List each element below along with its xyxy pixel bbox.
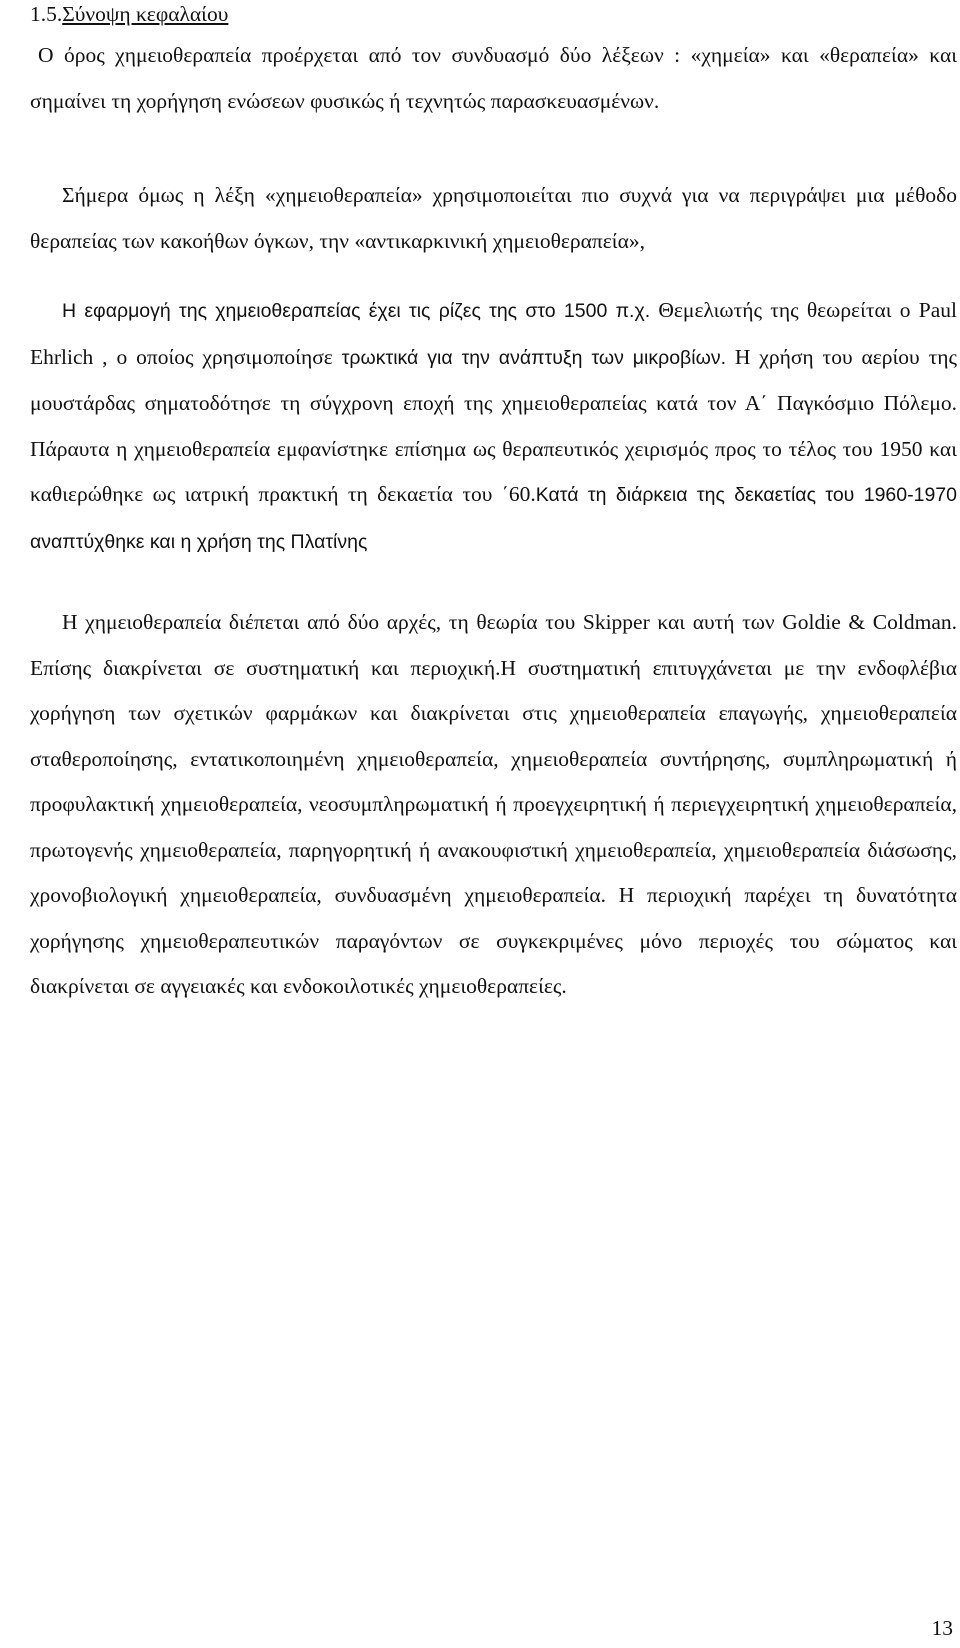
paragraph-definition: Ο όρος χημειοθεραπεία προέρχεται από τον συνδυασμό δύο λέξεων : «χημεία» και «θεραπεία» και σημαίνει τη χορήγηση ενώσεων φυσικώς ή τεχνητώς παρασκευασμένων. bbox=[30, 43, 957, 113]
history-ehrlich-text: Θεμελιωτής της θεωρείται ο Paul Ehrlich , ο οποίος χρησιμοποίησε bbox=[30, 298, 958, 369]
section-number: 1.5. bbox=[30, 2, 63, 26]
history-rodents-text: τρωκτικά για την ανάπτυξη των μικροβίων. bbox=[341, 346, 726, 369]
section-title: Σύνοψη κεφαλαίου bbox=[62, 2, 229, 26]
paragraph-history bbox=[30, 288, 957, 565]
page-number: 13 bbox=[931, 1616, 953, 1640]
section-heading bbox=[30, 0, 228, 28]
paragraph-modern-usage: Σήμερα όμως η λέξη «χημειοθεραπεία» χρησιμοποιείται πιο συχνά για να περιγράψει μια μέθοδο θεραπείας των κακοήθων όγκων, την «αντικαρκινική χημειοθεραπεία», bbox=[30, 183, 957, 253]
history-origins-text: Η εφαρμογή της χημειοθεραπείας έχει τις ρίζες της στο 1500 π.χ. bbox=[62, 300, 651, 322]
history-platinum-text: Κατά τη διάρκεια της δεκαετίας του 1960-1970 αναπτύχθηκε και η χρήση της Πλατίνης bbox=[30, 484, 957, 553]
paragraph-principles: Η χημειοθεραπεία διέπεται από δύο αρχές, τη θεωρία του Skipper και αυτή των Goldie & Coldman. Επίσης διακρίνεται σε συστηματική και περιοχική.Η συστηματική επιτυγχάνεται με την ενδοφλέβια χορήγηση των σχετικών φαρμάκων και διακρίνεται στις χημειοθεραπεία επαγωγής, χημειοθεραπεία σταθεροποίησης, εντατικοποιημένη χημειοθεραπεία, χημειοθεραπεία συντήρησης, συμπληρωματική ή προφυλακτική χημειοθεραπεία, νεοσυμπληρωματική ή προεγχειρητική ή περιεγχειρητική χημειοθεραπεία, πρωτογενής χημειοθεραπεία, παρηγορητική ή ανακουφιστική χημειοθεραπεία, χημειοθεραπεία διάσωσης, χρονοβιολογική χημειοθεραπεία, συνδυασμένη χημειοθεραπεία. Η περιοχική παρέχει τη δυνατότητα χορήγησης χημειοθεραπευτικών παραγόντων σε συγκεκριμένες μόνο περιοχές του σώματος και διακρίνεται σε αγγειακές και ενδοκοιλοτικές χημειοθεραπείες. bbox=[30, 610, 957, 998]
history-mustard-gas-text: Η χρήση του αερίου της μουστάρδας σηματοδότησε τη σύγχρονη εποχή της χημειοθεραπείας κατά τον Α΄ Παγκόσμιο Πόλεμο. Πάραυτα η χημειοθεραπεία εμφανίστηκε επίσημα ως θεραπευτικός χειρισμός προς το τέλος του 1950 και καθιερώθηκε ως ιατρική πρακτική τη δεκαετία του ΄60. bbox=[30, 344, 957, 506]
